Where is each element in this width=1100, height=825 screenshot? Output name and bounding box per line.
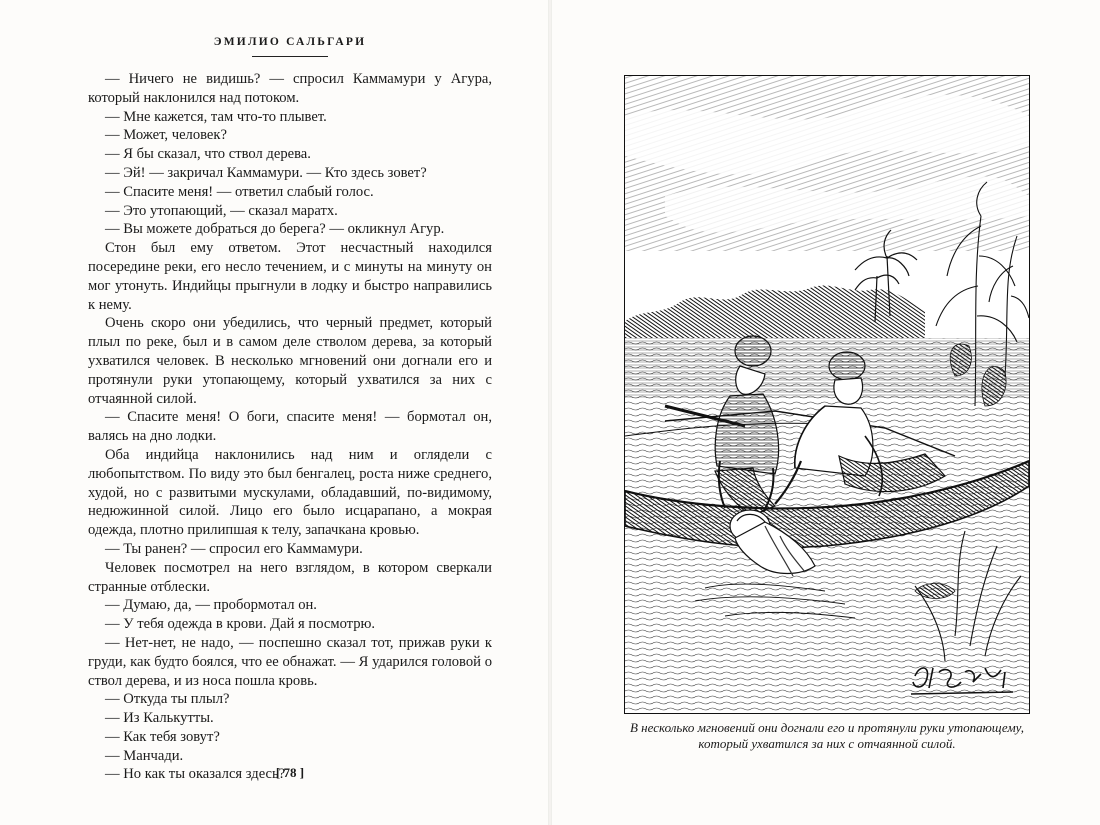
paragraph: — Откуда ты плыл? bbox=[105, 691, 230, 708]
paragraph: — Ты ранен? — спросил его Каммамури. bbox=[105, 540, 363, 557]
illustration-plate bbox=[624, 75, 1030, 714]
page-number: [ 78 ] bbox=[275, 765, 305, 780]
paragraph: Человек посмотрел на него взглядом, в котором сверкали странные отблески. bbox=[88, 559, 492, 595]
paragraph: — Мне кажется, там что-то плывет. bbox=[105, 108, 327, 125]
paragraph: — Это утопающий, — сказал маратх. bbox=[105, 202, 338, 219]
paragraph: Стон был ему ответом. Этот несчастный находился посередине реки, его несло течением, и с минуты на минуту он мог утонуть. Индийцы прыгнули в лодку и быстро направились к нему. bbox=[88, 240, 492, 313]
body-text bbox=[88, 70, 492, 784]
paragraph: Очень скоро они убедились, что черный предмет, который плыл по реке, был и в самом деле стволом дерева, за который ухватился человек. В несколько мгновений они догнали его и протянули руки утопающему, который ухватился за них с отчаянной силой. bbox=[88, 315, 492, 407]
running-head-rule bbox=[252, 56, 328, 57]
paragraph: — Эй! — закричал Каммамури. — Кто здесь зовет? bbox=[105, 164, 427, 181]
running-head-author: ЭМИЛИО САЛЬГАРИ bbox=[213, 36, 367, 48]
paragraph: — Ничего не видишь? — спросил Каммамури у Агура, который наклонился над потоком. bbox=[88, 71, 492, 106]
paragraph: — Может, человек? bbox=[105, 127, 227, 144]
paragraph: — Спасите меня! — ответил слабый голос. bbox=[105, 183, 374, 200]
paragraph: — Спасите меня! О боги, спасите меня! — бормотал он, валясь на дно лодки. bbox=[88, 409, 492, 445]
paragraph: — Думаю, да, — пробормотал он. bbox=[105, 597, 317, 614]
paragraph: — Вы можете добраться до берега? — окликнул Агур. bbox=[105, 221, 445, 238]
paragraph: — Нет-нет, не надо, — поспешно сказал тот, прижав руки к груди, как будто боялся, что ее обнажат. — Я ударился головой о ствол дерева, и из носа пошла кровь. bbox=[88, 634, 492, 689]
paragraph: Оба индийца наклонились над ним и оглядели с любопытством. По виду это был бенгалец, роста ниже среднего, худой, но с развитыми мускулами, обладавший, по-видимому, недюжинной силой. Лицо его было исцарапано, а мокрая одежда, плотно прилипшая к телу, запачкана кровью. bbox=[88, 446, 492, 539]
illustration-caption: В несколько мгновений они догнали его и протянули руки утопающему, который ухватился за них с отчаянной силой. bbox=[629, 720, 1025, 751]
paragraph: — Из Калькутты. bbox=[105, 710, 214, 727]
paragraph: — Я бы сказал, что ствол дерева. bbox=[105, 146, 311, 163]
engraving-illustration bbox=[625, 76, 1029, 713]
paragraph: — У тебя одежда в крови. Дай я посмотрю. bbox=[105, 616, 376, 633]
right-page bbox=[550, 0, 1100, 825]
paragraph: — Но как ты оказался здесь? bbox=[105, 766, 286, 783]
paragraph: — Манчади. bbox=[105, 747, 184, 764]
paragraph: — Как тебя зовут? bbox=[105, 728, 220, 745]
